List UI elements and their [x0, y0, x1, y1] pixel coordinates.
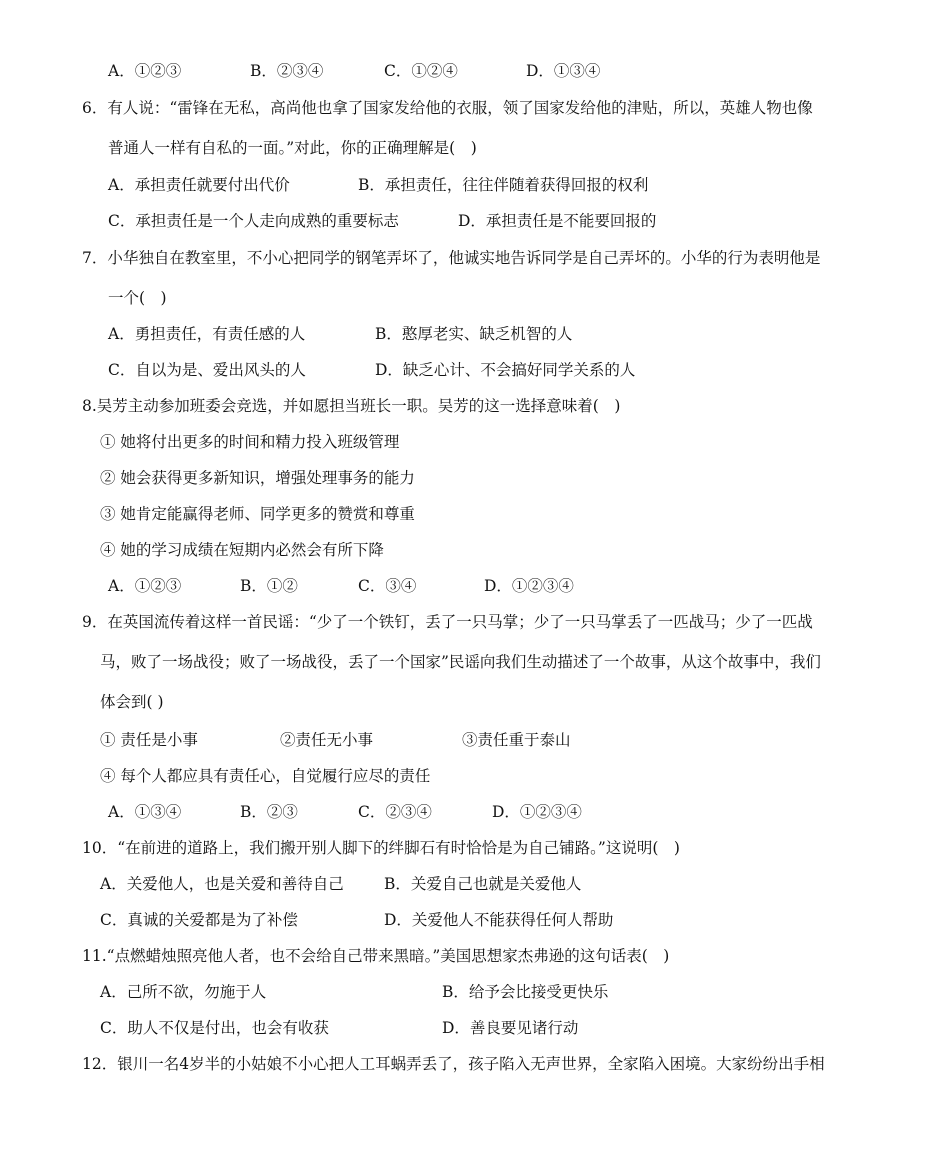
q6-option-b: B．承担责任，往往伴随着获得回报的权利: [358, 176, 649, 194]
q7-option-a: A．勇担责任，有责任感的人: [108, 325, 306, 343]
q8-option-c: C．③④: [358, 577, 417, 595]
q9-stem-line-1: 9．在英国流传着这样一首民谣：“少了一个铁钉，丢了一只马掌；少了一只马掌丢了一匹战马；少了一匹战: [82, 613, 813, 631]
q8-statement-3: ③ 她肯定能赢得老师、同学更多的赞赏和尊重: [100, 505, 415, 523]
q9-stem-line-3: 体会到( ): [100, 693, 164, 711]
q8-statement-1: ① 她将付出更多的时间和精力投入班级管理: [100, 433, 400, 451]
q8-option-a: A．①②③: [108, 577, 182, 595]
q9-statement-4: ④ 每个人都应具有责任心，自觉履行应尽的责任: [100, 767, 431, 785]
q11-option-b: B．给予会比接受更快乐: [442, 983, 609, 1001]
q7-option-b: B．憨厚老实、缺乏机智的人: [375, 325, 573, 343]
q10-option-b: B．关爱自己也就是关爱他人: [384, 875, 582, 893]
q8-option-d: D．①②③④: [484, 577, 574, 595]
q5-option-c: C．①②④: [384, 62, 458, 80]
q7-option-d: D．缺乏心计、不会搞好同学关系的人: [375, 361, 636, 379]
q10-option-a: A．关爱他人，也是关爱和善待自己: [100, 875, 344, 893]
q9-stem-line-2: 马，败了一场战役；败了一场战役，丢了一个国家”民谣向我们生动描述了一个故事，从这个故事中，我们: [100, 653, 821, 671]
q10-stem-line-1: 10．“在前进的道路上，我们搬开别人脚下的绊脚石有时恰恰是为自己铺路。”这说明( ): [82, 839, 680, 857]
q5-option-b: B．②③④: [250, 62, 324, 80]
q6-stem-line-1: 6．有人说：“雷锋在无私，高尚他也拿了国家发给他的衣服，领了国家发给他的津贴，所以，英雄人物也像: [82, 99, 813, 117]
q7-stem-line-1: 7．小华独自在教室里，不小心把同学的钢笔弄坏了，他诚实地告诉同学是自己弄坏的。小华的行为表明他是: [82, 249, 821, 267]
q10-option-c: C．真诚的关爱都是为了补偿: [100, 911, 298, 929]
q9-statement-1: ① 责任是小事: [100, 731, 198, 749]
q5-option-a: A．①②③: [108, 62, 182, 80]
q9-option-c: C．②③④: [358, 803, 432, 821]
q9-statement-2: ②责任无小事: [280, 731, 374, 749]
q5-option-d: D．①③④: [526, 62, 601, 80]
q10-option-d: D．关爱他人不能获得任何人帮助: [384, 911, 614, 929]
q9-option-a: A．①③④: [108, 803, 182, 821]
q11-stem-line-1: 11.“点燃蜡烛照亮他人者，也不会给自己带来黑暗。”美国思想家杰弗逊的这句话表( ): [82, 947, 670, 965]
q6-option-d: D．承担责任是不能要回报的: [458, 212, 657, 230]
q6-stem-line-2: 普通人一样有自私的一面。”对此，你的正确理解是( ): [108, 139, 477, 157]
q6-option-c: C．承担责任是一个人走向成熟的重要标志: [108, 212, 399, 230]
q8-option-b: B．①②: [240, 577, 298, 595]
q12-stem-line-1: 12．银川一名4岁半的小姑娘不小心把人工耳蜗弄丢了，孩子陷入无声世界，全家陷入困境。大家纷纷出手相: [82, 1055, 825, 1073]
q9-option-b: B．②③: [240, 803, 298, 821]
q6-option-a: A．承担责任就要付出代价: [108, 176, 290, 194]
q9-option-d: D．①②③④: [492, 803, 582, 821]
q8-stem-line-1: 8.吴芳主动参加班委会竞选，并如愿担当班长一职。吴芳的这一选择意味着( ): [82, 397, 621, 415]
q11-option-d: D．善良要见诸行动: [442, 1019, 579, 1037]
q7-option-c: C．自以为是、爱出风头的人: [108, 361, 306, 379]
q8-statement-2: ② 她会获得更多新知识，增强处理事务的能力: [100, 469, 415, 487]
q11-option-a: A．己所不欲，勿施于人: [100, 983, 267, 1001]
q11-option-c: C．助人不仅是付出，也会有收获: [100, 1019, 329, 1037]
q7-stem-line-2: 一个( ): [108, 289, 167, 307]
q9-statement-3: ③责任重于泰山: [462, 731, 571, 749]
q8-statement-4: ④ 她的学习成绩在短期内必然会有所下降: [100, 541, 384, 559]
